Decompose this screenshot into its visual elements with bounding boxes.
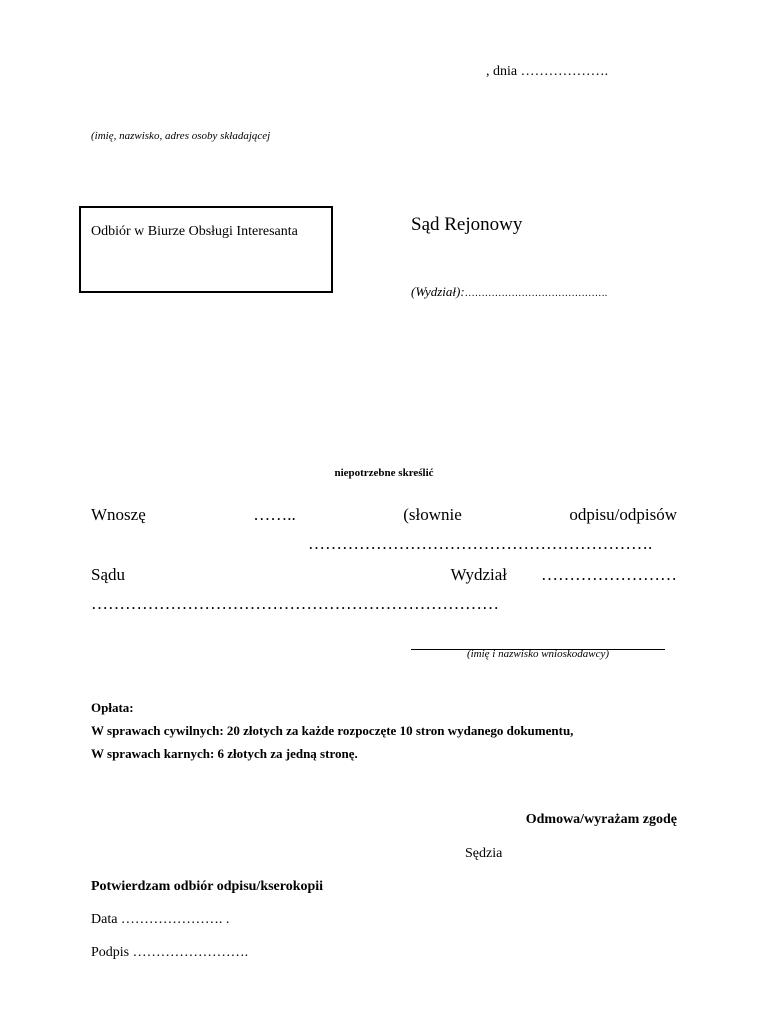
request-line-2: ……………………………………………………. bbox=[308, 534, 653, 553]
confirmation-title: Potwierdzam odbiór odpisu/kserokopii bbox=[91, 879, 324, 894]
department-label: (Wydział): bbox=[411, 284, 465, 299]
department-field bbox=[411, 284, 607, 300]
department-dots: ……………………………………. bbox=[464, 288, 608, 299]
request-word: Wnoszę bbox=[91, 505, 146, 524]
strike-out-note: niepotrzebne skreślić bbox=[334, 467, 434, 479]
copies-count-field: …….. bbox=[253, 505, 296, 524]
confirmation-date-field: Data …………………. . bbox=[91, 912, 230, 927]
copies-label: odpisu/odpisów bbox=[569, 505, 677, 524]
pickup-info-box bbox=[79, 206, 333, 293]
request-line-4: ……………………………………………………………… bbox=[91, 594, 499, 613]
fee-title: Opłata: bbox=[91, 700, 134, 715]
department-word: Wydział bbox=[450, 565, 507, 584]
judge-label: Sędzia bbox=[465, 846, 503, 861]
request-line-1 bbox=[91, 505, 677, 525]
confirmation-signature-field: Podpis ……………………. bbox=[91, 945, 249, 960]
decision-text: Odmowa/wyrażam zgodę bbox=[525, 812, 677, 827]
applicant-address-note: (imię, nazwisko, adres osoby składającej bbox=[91, 130, 271, 142]
pickup-info-text: Odbiór w Biurze Obsługi Interesanta bbox=[91, 224, 298, 239]
court-word: Sądu bbox=[91, 565, 125, 584]
date-field: , dnia ………………. bbox=[486, 64, 609, 79]
fee-criminal: W sprawach karnych: 6 złotych za jedną stronę. bbox=[91, 746, 358, 761]
request-line-3 bbox=[91, 565, 677, 585]
department-dots-field: …………………… bbox=[541, 565, 677, 584]
in-words-label: (słownie bbox=[403, 505, 462, 524]
signature-caption: (imię i nazwisko wnioskodawcy) bbox=[466, 648, 610, 660]
court-name: Sąd Rejonowy bbox=[411, 214, 523, 235]
fee-civil: W sprawach cywilnych: 20 złotych za każde rozpoczęte 10 stron wydanego dokumentu, bbox=[91, 723, 574, 738]
